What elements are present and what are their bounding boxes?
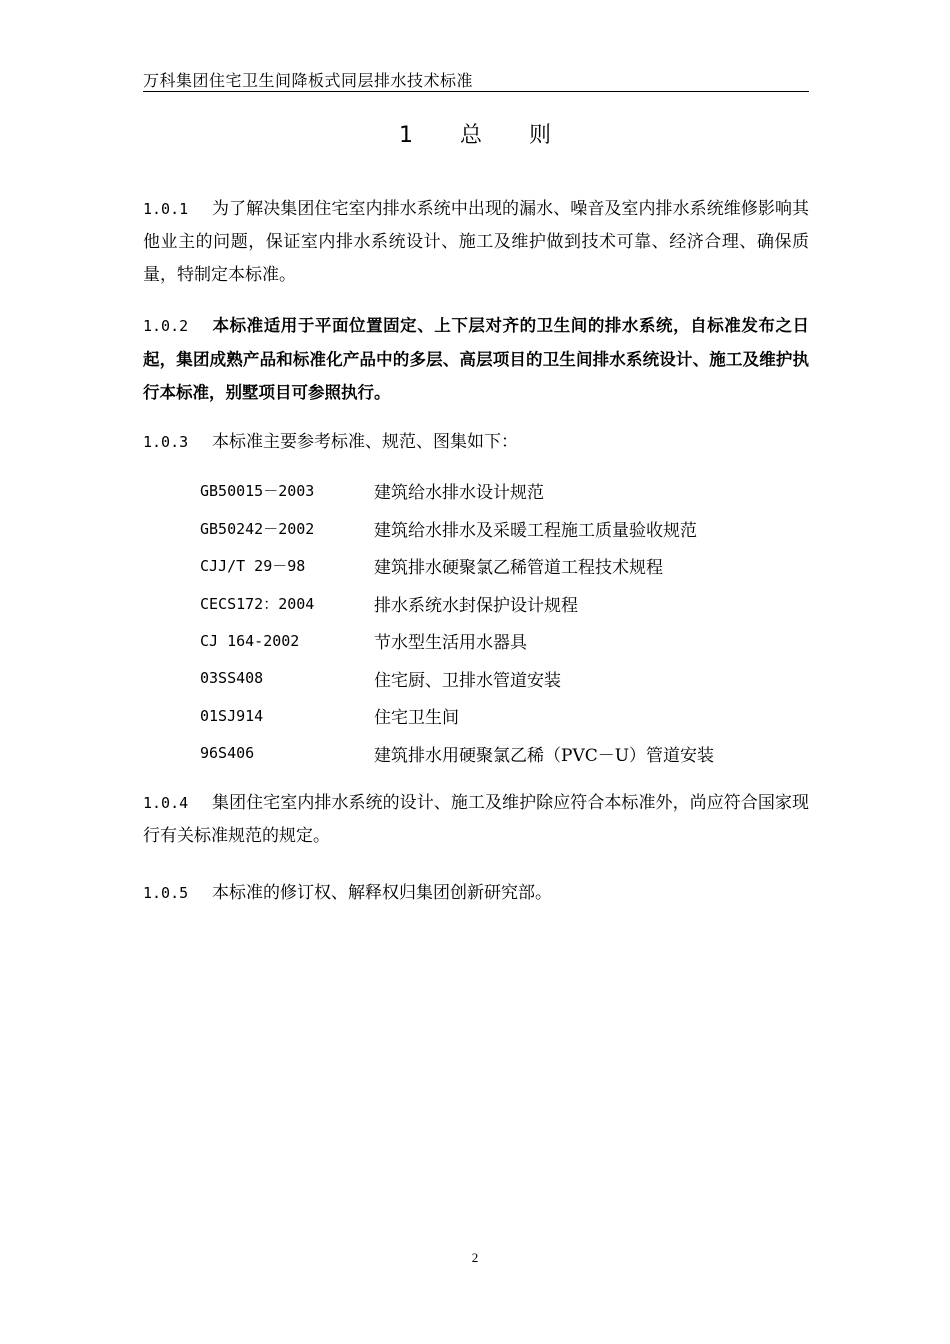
clause-text: 集团住宅室内排水系统的设计、施工及维护除应符合本标准外，尚应符合国家现行有关标准规范的规定。 bbox=[143, 793, 809, 846]
reference-name: 住宅厨、卫排水管道安装 bbox=[374, 670, 561, 691]
reference-name: 建筑给水排水设计规范 bbox=[374, 483, 544, 504]
clause-1-0-3 bbox=[143, 426, 809, 459]
chapter-title-part1: 总 bbox=[459, 123, 482, 148]
chapter-number: 1 bbox=[398, 123, 413, 148]
reference-item bbox=[200, 735, 800, 773]
reference-item bbox=[200, 585, 800, 623]
clause-text: 为了解决集团住宅室内排水系统中出现的漏水、噪音及室内排水系统维修影响其他业主的问题，保证室内排水系统设计、施工及维护做到技术可靠、经济合理、确保质量，特制定本标准。 bbox=[143, 199, 809, 285]
reference-code: 03SS408 bbox=[200, 669, 264, 688]
reference-item bbox=[200, 697, 800, 735]
page-number: 2 bbox=[471, 1250, 479, 1265]
clause-number: 1.0.5 bbox=[143, 884, 189, 902]
reference-name: 节水型生活用水器具 bbox=[374, 633, 527, 654]
reference-item bbox=[200, 472, 800, 510]
clause-number: 1.0.1 bbox=[143, 200, 189, 218]
reference-item bbox=[200, 510, 800, 548]
clause-1-0-2 bbox=[143, 309, 809, 409]
clause-1-0-5 bbox=[143, 877, 809, 910]
clause-text: 本标准的修订权、解释权归集团创新研究部。 bbox=[212, 883, 552, 903]
reference-code: CJ 164-2002 bbox=[200, 631, 300, 650]
clause-1-0-4 bbox=[143, 787, 809, 853]
clause-text: 本标准适用于平面位置固定、上下层对齐的卫生间的排水系统，自标准发布之日起，集团成熟产品和标准化产品中的多层、高层项目的卫生间排水系统设计、施工及维护执行本标准，别墅项目可参照执行。 bbox=[143, 316, 809, 402]
reference-item bbox=[200, 547, 800, 585]
chapter-title bbox=[0, 118, 950, 149]
reference-name: 建筑给水排水及采暖工程施工质量验收规范 bbox=[374, 520, 697, 541]
clause-number: 1.0.2 bbox=[143, 317, 189, 335]
clause-number: 1.0.4 bbox=[143, 794, 189, 812]
reference-code: CJJ/T 29－98 bbox=[200, 557, 306, 576]
reference-code: GB50015－2003 bbox=[200, 482, 315, 501]
reference-name: 住宅卫生间 bbox=[374, 708, 459, 729]
header-rule bbox=[143, 91, 809, 92]
clause-1-0-1 bbox=[143, 193, 809, 292]
reference-list bbox=[200, 472, 800, 772]
clause-text: 本标准主要参考标准、规范、图集如下： bbox=[212, 432, 518, 452]
clause-number: 1.0.3 bbox=[143, 433, 189, 451]
reference-name: 建筑排水用硬聚氯乙稀（PVC－U）管道安装 bbox=[374, 745, 715, 766]
reference-name: 排水系统水封保护设计规程 bbox=[374, 595, 578, 616]
chapter-title-part2: 则 bbox=[529, 123, 552, 148]
reference-name: 建筑排水硬聚氯乙稀管道工程技术规程 bbox=[374, 558, 663, 579]
reference-item bbox=[200, 622, 800, 660]
reference-code: CECS172：2004 bbox=[200, 594, 315, 613]
reference-code: GB50242－2002 bbox=[200, 519, 315, 538]
running-header-title: 万科集团住宅卫生间降板式同层排水技术标准 bbox=[143, 71, 474, 90]
reference-item bbox=[200, 660, 800, 698]
reference-code: 01SJ914 bbox=[200, 706, 264, 725]
reference-code: 96S406 bbox=[200, 744, 255, 763]
